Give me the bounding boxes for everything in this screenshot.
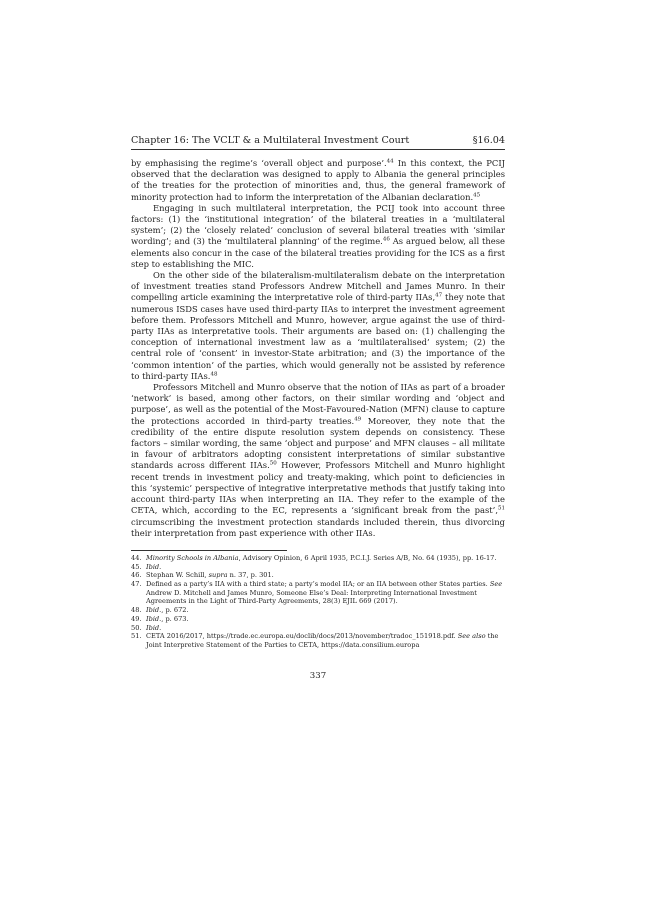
footnote-ref-46[interactable]: 46 [382, 236, 390, 243]
page-number: 337 [309, 670, 327, 681]
footnote-44: 44. Minority Schools in Albania, Advisory Opinion, 6 April 1935, P.C.I.J. Series A/B, No. 64 (1935), pp. 16-17. [131, 553, 497, 562]
paragraph-1: by emphasising the regime’s ‘overall object and purpose’.$^{44}$ In this context, the PCIJ observed that the declaration was designed to apply to Albania the general principles of the treaties for the protection of minorities and, thus, the general framework of minority protection had to inform the interpretation of the Albanian declaration.$^{45}$ [131, 158, 505, 202]
footnote-45: 45. Ibid. [131, 562, 162, 571]
footnote-48: 48. Ibid., p. 672. [131, 606, 189, 615]
footnote-ref-45[interactable]: 45 [473, 192, 481, 199]
running-header [131, 135, 505, 150]
footnote-50: 50. Ibid. [131, 623, 162, 632]
footnote-ref-47[interactable]: 47 [435, 292, 443, 299]
paragraph-2: Engaging in such multilateral interpretation, the PCIJ took into account three factors: (1) the ‘institutional integration’ of the bilateral treaties in a ‘multilateral system’; (2) the ‘closely related’ conclusion of several bilateral treaties with ‘similar wording’; and (3) the ‘multilateral planning’ of the regime.$^{46}$ As argued below, all these elements also concur in the case of the bilateral treaties providing for the ICS as a first step to establishing the MIC. [131, 202, 506, 269]
main-text [131, 158, 505, 539]
footnote-46: 46. Stephan W. Schill, supra n. 37, p. 301. [131, 571, 274, 580]
footnote-47: 47. Defined as a party’s IIA with a third state; a party’s model IIA; or an IIA between other States parties. See Andrew D. Mitchell and James Munro, Someone Else’s Deal: Interpreting International Investment Agreements in the Light of Third-Party Agreements, 28(3) EJIL 669 (2017). [131, 580, 503, 606]
footnote-ref-48[interactable]: 48 [210, 371, 218, 378]
footnote-ref-51[interactable]: 51 [498, 505, 505, 512]
book-page [131, 135, 505, 681]
footnote-ref-44[interactable]: 44 [386, 158, 394, 165]
footnote-divider [131, 550, 287, 551]
footnote-51: 51. CETA 2016/2017, https://trade.ec.europa.eu/doclib/docs/2013/november/tradoc_151918.pdf. See also the Joint Interpretive Statement of the Parties to CETA, https://data.consilium.europa [131, 632, 499, 649]
chapter-title: Chapter 16: The VCLT & a Multilateral Investment Court [131, 135, 410, 146]
footnote-49: 49. Ibid., p. 673. [131, 614, 189, 623]
section-number: §16.04 [472, 135, 505, 146]
footnote-ref-49[interactable]: 49 [354, 416, 362, 423]
footnotes [131, 554, 505, 650]
paragraph-3: On the other side of the bilateralism-multilateralism debate on the interpretation of investment treaties stand Professors Andrew Mitchell and James Munro. In their compelling article examining the interpretative role of third-party IIAs,$^{47}$ they note that numerous ISDS cases have used third-party IIAs to interpret the investment agreement before them. Professors Mitchell and Munro, however, argue against the use of third-party IIAs as interpretative tools. Their arguments are based on: (1) challenging the conception of international investment law as a ‘multilateralised’ system; (2) the central role of ‘consent’ in investor-State arbitration; and (3) the importance of the ‘common intention’ of the parties, which would generally not be assisted by reference to third-party IIAs.$^{48}$ [131, 270, 505, 381]
paragraph-4: Professors Mitchell and Munro observe that the notion of IIAs as part of a broader ‘network’ is based, among other factors, on their similar wording and ‘object and purpose’, as well as the potential of the Most-Favoured-Nation (MFN) clause to capture the protections accorded in third-party treaties.$^{49}$ Moreover, they note that the credibility of the entire dispute resolution system depends on consistency. These factors – similar wording, the same ‘object and purpose’ and MFN clauses – all militate in favour of arbitrators adopting consistent interpretations of similar substantive standards across different IIAs.$^{50}$ However, Professors Mitchell and Munro highlight recent trends in investment policy and treaty-making, which point to deficiencies in this ‘systemic’ perspective of integrative interpretative methods that justify taking into account third-party IIAs when interpreting an IIA. They refer to the example of the CETA, which, according to the EC, represents a ‘significant break from the past’,$^{51}$ circumscribing the investment protection standards included therein, thus divorcing their interpretation from past experience with other IIAs. [131, 382, 506, 538]
footnote-ref-50[interactable]: 50 [269, 460, 277, 467]
